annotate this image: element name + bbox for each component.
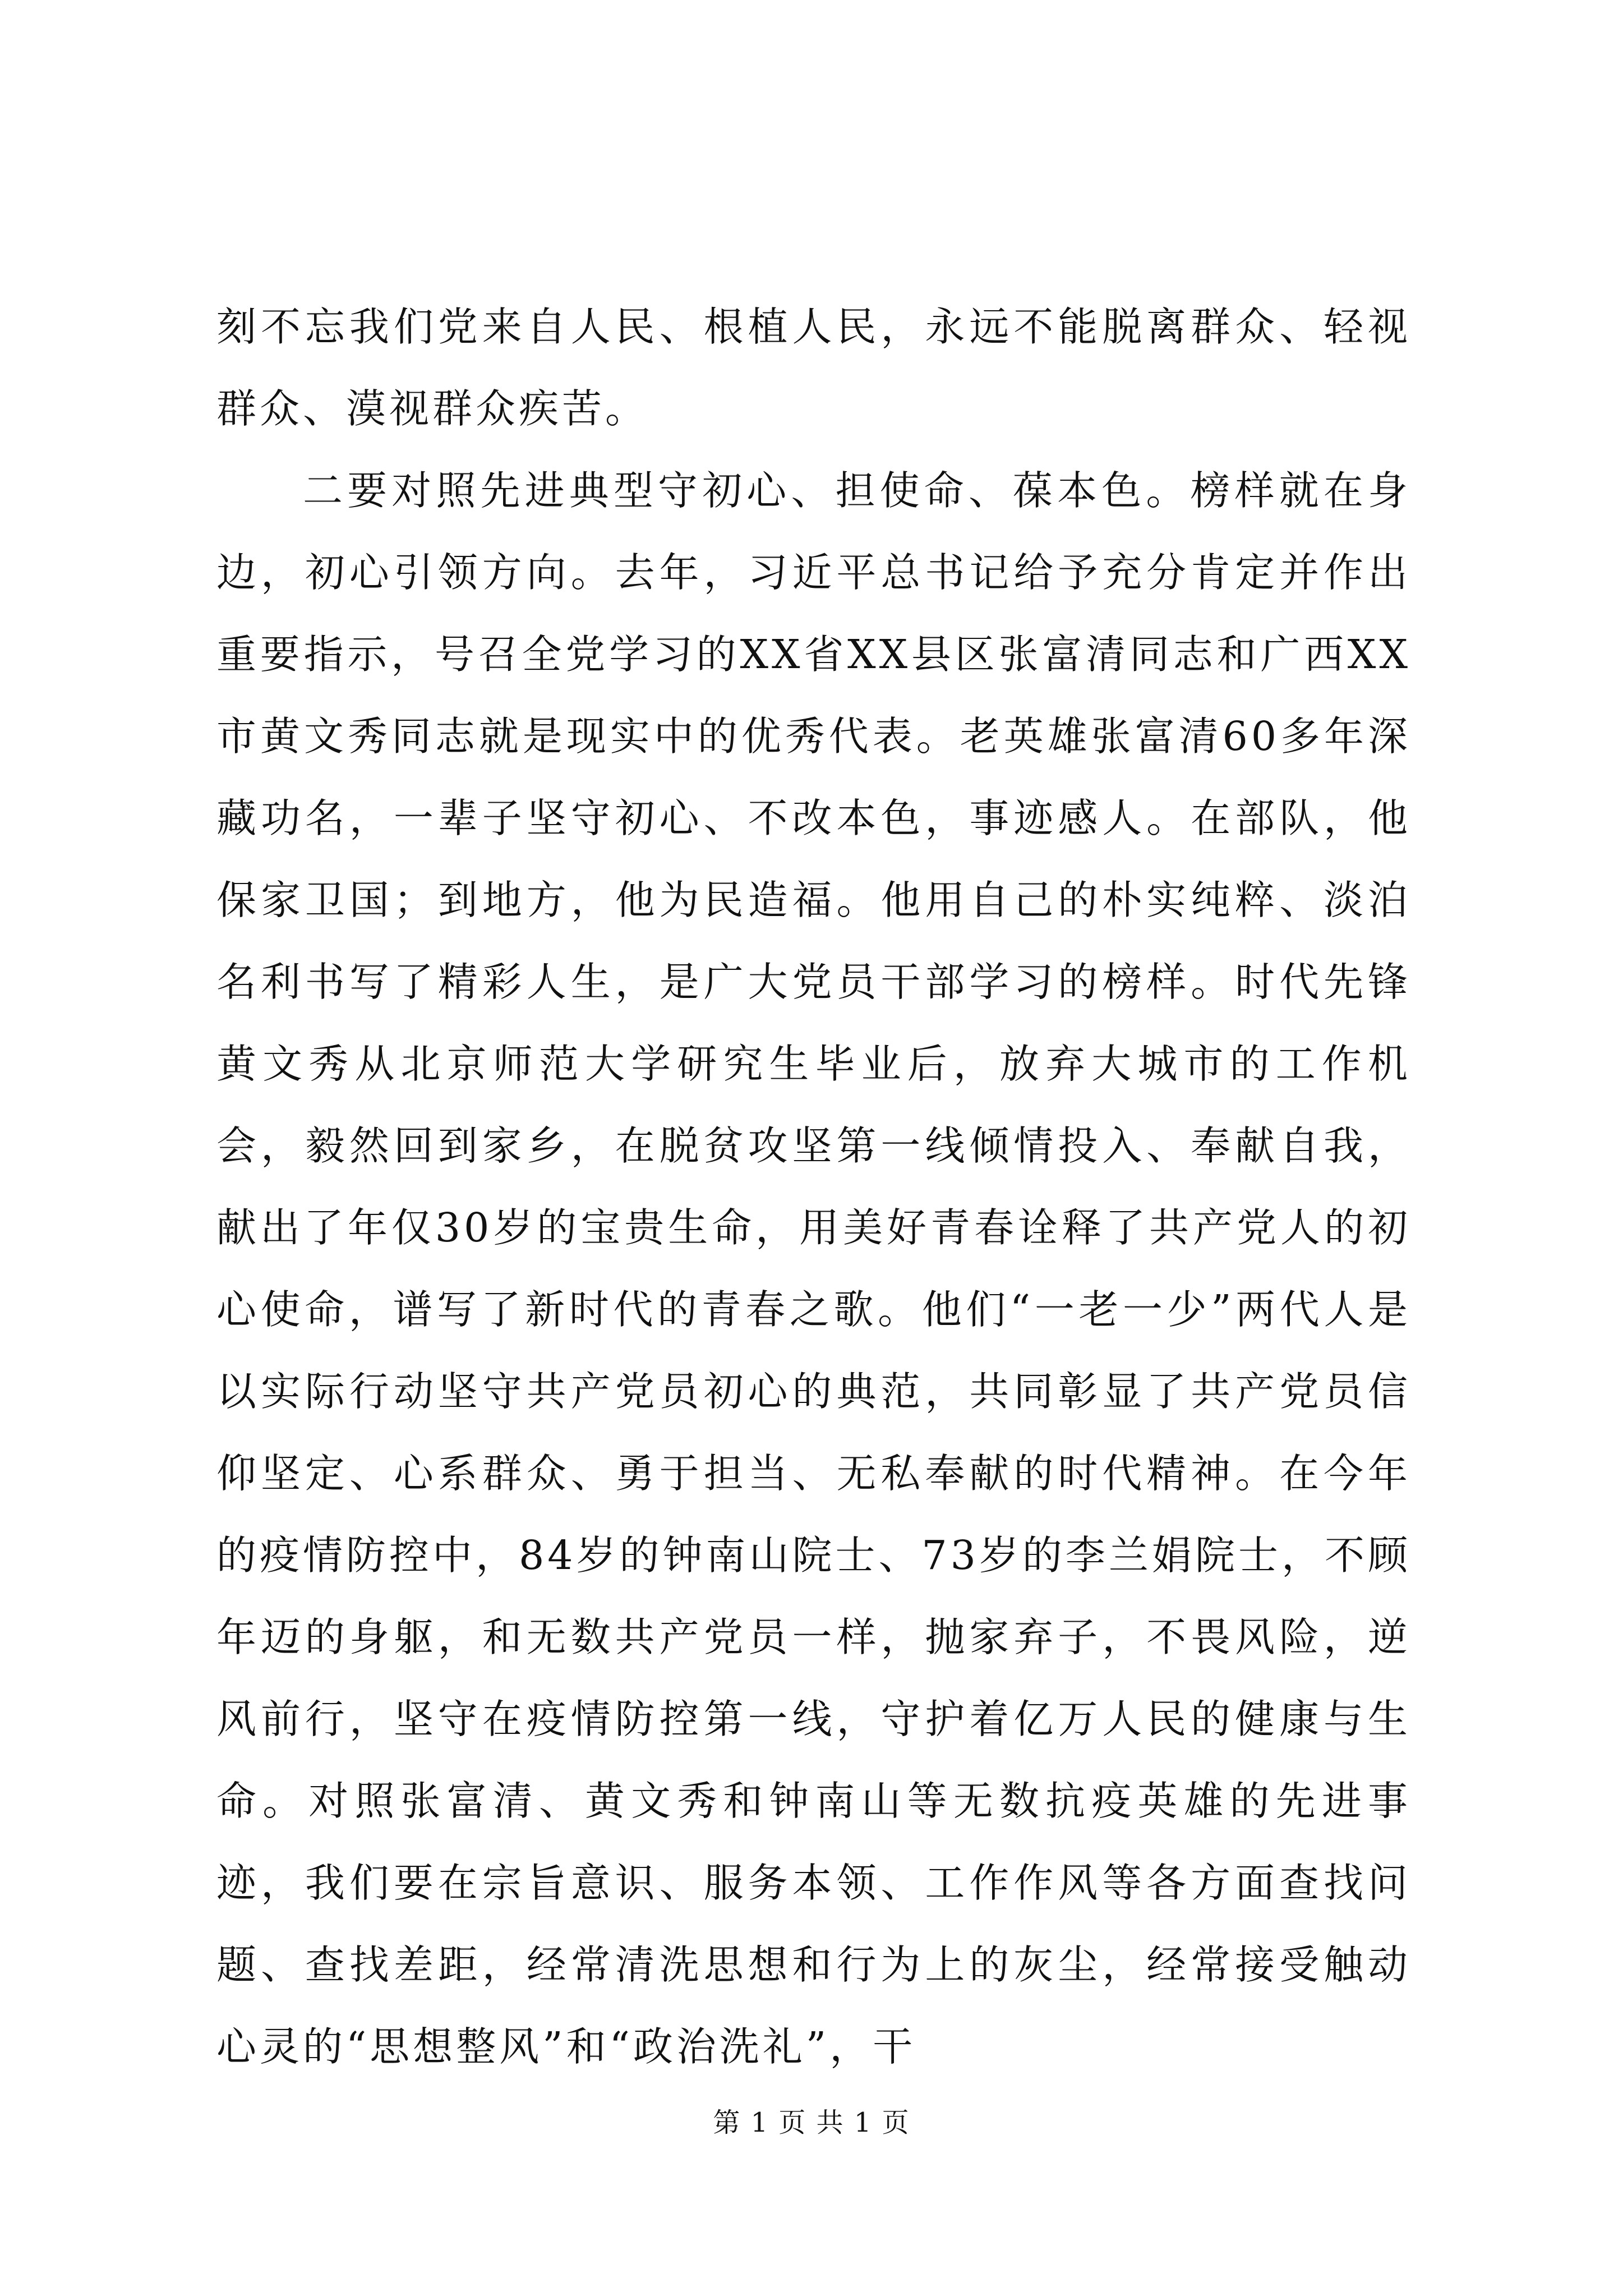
paragraph-2: 二要对照先进典型守初心、担使命、葆本色。榜样就在身边，初心引领方向。去年，习近平总书记给予充分肯定并作出重要指示，号召全党学习的XX省XX县区张富清同志和广西XX市黄文秀同志就是现实中的优秀代表。老英雄张富清60多年深藏功名，一辈子坚守初心、不改本色，事迹感人。在部队，他保家卫国；到地方，他为民造福。他用自己的朴实纯粹、淡泊名利书写了精彩人生，是广大党员干部学习的榜样。时代先锋黄文秀从北京师范大学研究生毕业后，放弃大城市的工作机会，毅然回到家乡，在脱贫攻坚第一线倾情投入、奉献自我，献出了年仅30岁的宝贵生命，用美好青春诠释了共产党人的初心使命，谱写了新时代的青春之歌。他们“一老一少”两代人是以实际行动坚守共产党员初心的典范，共同彰显了共产党员信仰坚定、心系群众、勇于担当、无私奉献的时代精神。在今年的疫情防控中，84岁的钟南山院士、73岁的李兰娟院士，不顾年迈的身躯，和无数共产党员一样，抛家弃子，不畏风险，逆风前行，坚守在疫情防控第一线，守护着亿万人民的健康与生命。对照张富清、黄文秀和钟南山等无数抗疫英雄的先进事迹，我们要在宗旨意识、服务本领、工作作风等各方面查找问题、查找差距，经常清洗思想和行为上的灰尘，经常接受触动心灵的“思想整风”和“政治洗礼”，干 [216,467,1411,2070]
page-footer: 第 1 页 共 1 页 [713,2107,910,2138]
document-body [216,286,1411,2088]
paragraph-1: 刻不忘我们党来自人民、根植人民，永远不能脱离群众、轻视群众、漠视群众疾苦。 [216,303,1411,432]
